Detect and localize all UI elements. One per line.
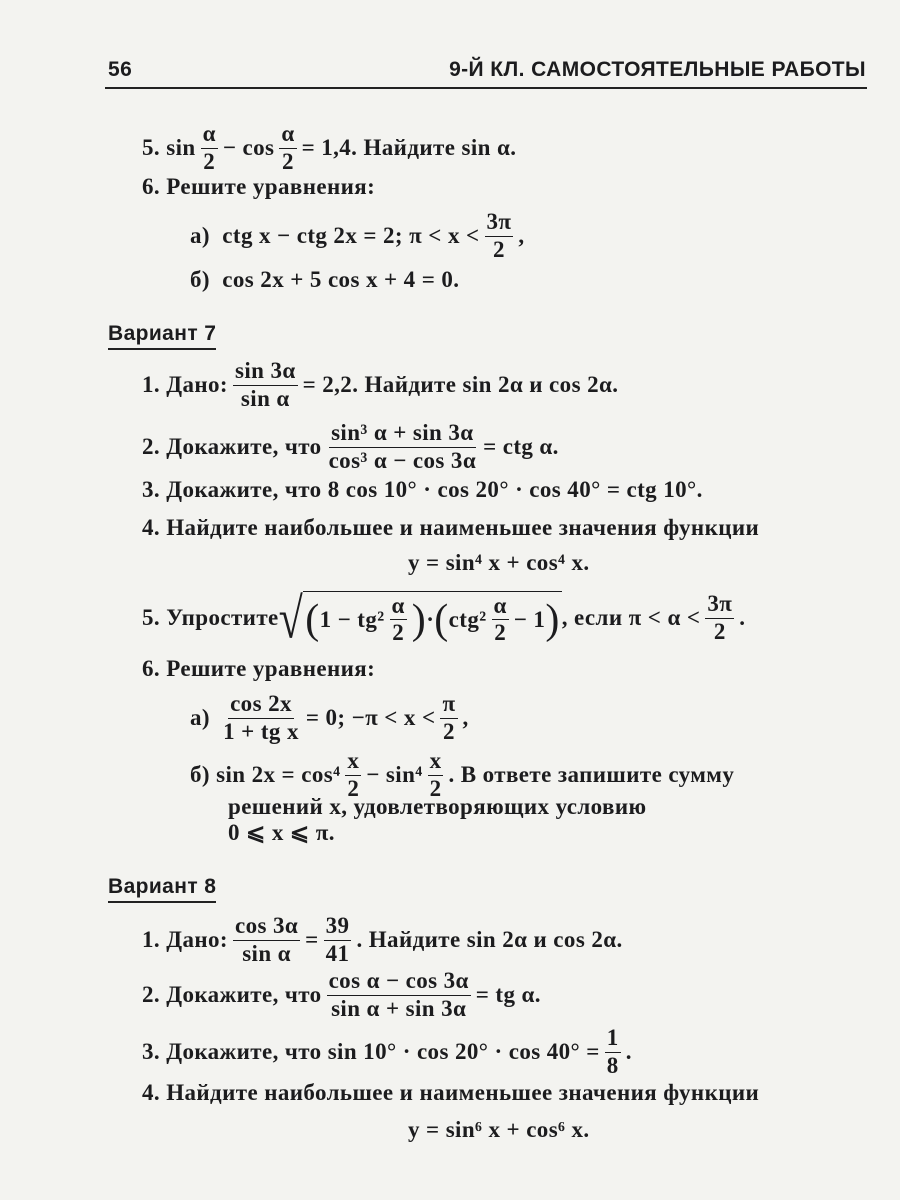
problem-number: 5. [142,135,161,160]
radical-sign: √ [278,586,304,650]
text: . В ответе запишите сумму [448,762,735,787]
denominator: 1 + tg x [223,718,299,744]
text: Докажите, что 8 cos 10° · cos 20° · cos 40° = ctg 10°. [166,477,703,502]
numerator: cos 3α [233,914,300,940]
text: = 1,4. Найдите sin α. [301,135,517,160]
problem-number: 2. [142,982,161,1007]
denominator: 2 [429,775,442,801]
fraction [233,359,298,410]
fraction [324,914,352,965]
variant-8-heading: Вариант 8 [108,875,216,903]
text: − 1 [513,606,546,632]
denominator: 2 [443,718,455,744]
numerator: x [428,749,444,775]
numerator: 39 [324,914,352,940]
page-number: 56 [108,58,133,81]
fraction [233,914,300,965]
running-header-title: 9-Й КЛ. САМОСТОЯТЕЛЬНЫЕ РАБОТЫ [449,58,866,81]
radicand: ( 1 − tg² $\frac{\alpha}{2}$ ) · ( ctg² $\frac{\alpha}{2}$ − 1 ) [305,592,560,645]
text: sin 2x = cos⁴ [216,762,341,787]
v8-problem-1 [142,912,623,968]
denominator: 2 [392,620,405,645]
problem-number: 1. [142,372,161,397]
text: 1 − tg² [319,606,385,632]
denominator: 41 [325,940,350,966]
problem-number: 5. [142,605,161,630]
denominator: sin α [242,940,291,966]
numerator: 3π [705,592,734,618]
v7-problem-6a [190,690,469,746]
problem-number: 1. [142,927,161,952]
text: . Найдите sin 2α и cos 2α. [356,927,623,952]
numerator: α [279,122,296,148]
text: Найдите наибольшее и наименьшее значения функции [166,1080,760,1105]
denominator: cos³ α − cos 3α [328,447,477,473]
numerator: sin 3α [233,359,298,385]
text: , [462,705,469,730]
text: Найдите наибольшее и наименьшее значения функции [166,515,760,540]
numerator: x [345,749,361,775]
denominator: 2 [494,620,507,645]
fraction [485,210,514,261]
denominator: 8 [606,1052,619,1078]
problem-number: 6. [142,656,161,681]
text: Докажите, что [166,434,322,459]
numerator: 1 [605,1026,621,1052]
denominator: 2 [493,236,505,262]
text: · [426,606,435,632]
text: , если π < α < [561,605,701,630]
problem-number: 4. [142,515,161,540]
v8-problem-2 [142,967,541,1023]
v7-problem-5 [142,586,746,650]
text: − cos [222,135,275,160]
text: = 0; −π < x < [305,705,436,730]
fraction [705,592,734,643]
denominator: 2 [713,618,726,644]
problem-number: 3. [142,1039,161,1064]
text: = tg α. [475,982,541,1007]
numerator: π [440,692,457,718]
subitem-label: б) [190,762,210,787]
text: Дано: [166,927,228,952]
text: − sin⁴ [366,762,423,787]
v7-problem-6b-condition: 0 ⩽ x ⩽ π. [228,820,335,845]
fraction [440,692,457,743]
text: ctg x − ctg 2x = 2; π < x < [222,223,480,248]
header-rule [105,87,867,89]
numerator: α [492,594,509,620]
denominator: 2 [203,148,216,174]
fraction [327,969,471,1020]
fraction [221,692,301,743]
text: Решите уравнения: [166,656,376,681]
v7-problem-6b-cont: решений x, удовлетворяющих условию [228,794,647,819]
subitem-label: а) [190,705,210,730]
denominator: 2 [282,148,294,174]
numerator: α [201,122,218,148]
denominator: 2 [347,775,360,801]
text: = [305,927,319,952]
text: Докажите, что [166,982,322,1007]
text: ctg² [448,606,487,632]
v7-problem-1 [142,357,618,413]
text: Упростите [166,605,279,630]
v8-problem-4-formula: y = sin⁶ x + cos⁶ x. [408,1117,590,1142]
problem-number: 3. [142,477,161,502]
subitem-label: б) [190,267,210,292]
problem-number: 2. [142,434,161,459]
denominator: sin α + sin 3α [331,995,467,1021]
text: . [739,605,746,630]
variant-7-heading: Вариант 7 [108,322,216,350]
numerator: cos α − cos 3α [327,969,471,995]
problem-6b [190,252,459,308]
numerator: α [390,594,407,620]
numerator: sin³ α + sin 3α [329,421,475,447]
text: = 2,2. Найдите sin 2α и cos 2α. [302,372,619,397]
numerator: cos 2x [228,692,294,718]
subitem-label: а) [190,223,210,248]
problem-6 [142,159,375,215]
v7-problem-6 [142,641,375,697]
text: cos 2x + 5 cos x + 4 = 0. [222,267,460,292]
text: Дано: [166,372,228,397]
fraction [492,594,509,645]
text: Докажите, что sin 10° · cos 20° · cos 40° = [166,1039,600,1064]
denominator: sin α [240,385,290,411]
numerator: 3π [485,210,514,236]
text: , [518,223,525,248]
v7-problem-4-formula: y = sin⁴ x + cos⁴ x. [408,550,590,575]
problem-number: 4. [142,1080,161,1105]
fraction [390,594,407,645]
text: = ctg α. [483,434,559,459]
problem-number: 6. [142,174,161,199]
text: . [625,1039,632,1064]
text: Решите уравнения: [166,174,376,199]
text: sin [166,135,196,160]
